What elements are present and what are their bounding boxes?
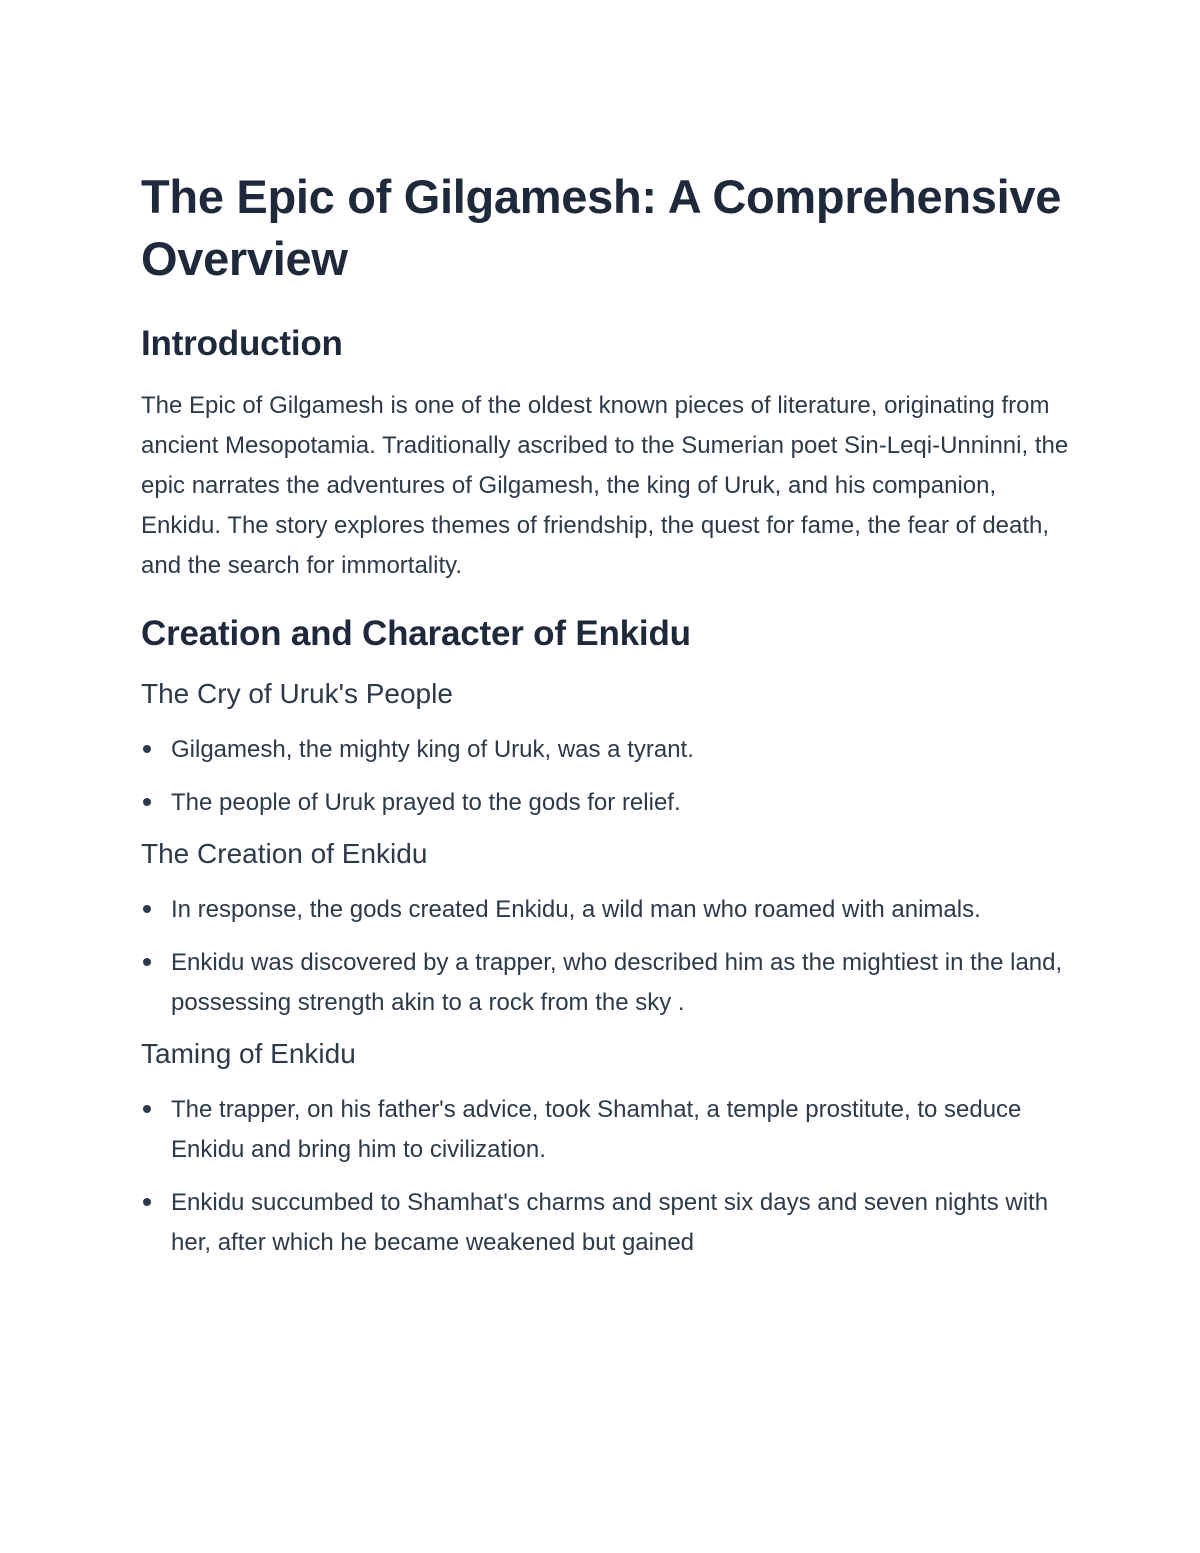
list-item-text: Enkidu succumbed to Shamhat's charms and spent six days and seven nights with her, after which he became weakened but gained: [171, 1189, 1049, 1256]
list-item: [141, 730, 1071, 770]
list-item: [141, 783, 1071, 823]
list-item-text: Gilgamesh, the mighty king of Uruk, was a tyrant.: [171, 736, 694, 763]
subsection-heading: The Cry of Uruk's People: [141, 678, 453, 709]
bullet-icon: [143, 798, 151, 806]
list-item-text: Enkidu was discovered by a trapper, who described him as the mightiest in the land, possessing strength akin to a rock from the sky .: [171, 949, 1063, 1016]
introduction-paragraph: The Epic of Gilgamesh is one of the oldest known pieces of literature, originating from ancient Mesopotamia. Traditionally ascribed to the Sumerian poet Sin-Leqi-Unninni, the epic narrates the adventures of Gilgamesh, the king of Uruk, and his companion, Enkidu. The story explores themes of friendship, the quest for fame, the fear of death, and the search for immortality.: [141, 392, 1069, 579]
creation-section: [141, 612, 1071, 1263]
bullet-icon: [143, 1198, 151, 1206]
subsection-creation-of-enkidu: [141, 836, 1071, 1023]
creation-heading: Creation and Character of Enkidu: [141, 614, 691, 653]
introduction-section: [141, 322, 1071, 586]
introduction-heading: Introduction: [141, 324, 343, 363]
subsection-heading: Taming of Enkidu: [141, 1038, 356, 1069]
bullet-icon: [143, 905, 151, 913]
list-item-text: In response, the gods created Enkidu, a wild man who roamed with animals.: [171, 896, 981, 923]
bullet-icon: [143, 1105, 151, 1113]
bullet-icon: [143, 958, 151, 966]
list-item-text: The people of Uruk prayed to the gods for relief.: [171, 789, 681, 816]
subsection-cry-of-uruk: [141, 676, 1071, 823]
list-item: [141, 943, 1071, 1023]
list-item: [141, 1183, 1071, 1263]
bullet-list: [141, 890, 1071, 1023]
subsection-taming-of-enkidu: [141, 1036, 1071, 1263]
document-title: The Epic of Gilgamesh: A Comprehensive Overview: [141, 170, 1062, 285]
list-item: [141, 1090, 1071, 1170]
subsection-heading: The Creation of Enkidu: [141, 838, 428, 869]
bullet-list: [141, 1090, 1071, 1263]
list-item: [141, 890, 1071, 930]
document-page: [141, 166, 1071, 1276]
bullet-icon: [143, 745, 151, 753]
bullet-list: [141, 730, 1071, 823]
list-item-text: The trapper, on his father's advice, took Shamhat, a temple prostitute, to seduce Enkidu and bring him to civilization.: [171, 1096, 1022, 1163]
